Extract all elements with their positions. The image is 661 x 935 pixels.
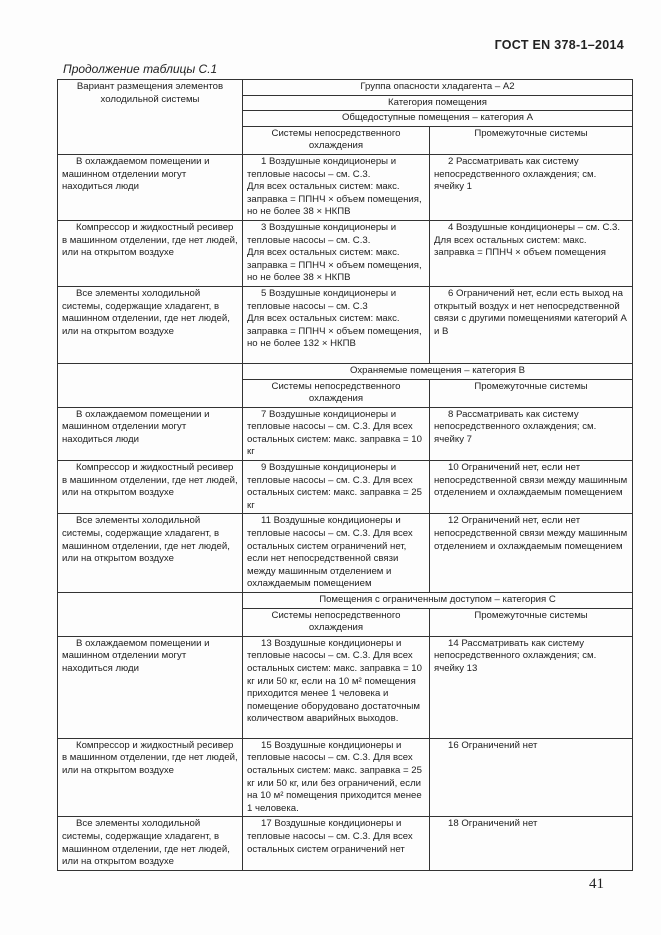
variant-cell: В охлаждаемом помещении и машинном отделении могут находиться люди — [62, 155, 210, 193]
variant-cell: Все элементы холодильной системы, содержащие хладагент, в машинном отделении, где нет людей, или на открытом воздухе — [62, 515, 230, 565]
refrigerant-charge-table — [57, 79, 633, 871]
section-title: Общедоступные помещения – категория А — [243, 111, 633, 127]
variant-cell: В охлаждаемом помещении и машинном отделении могут находиться люди — [62, 637, 210, 674]
col-indirect-header: Промежуточные системы — [430, 608, 633, 636]
direct-cell: 7 Воздушные кондиционеры и тепловые насосы – см. С.3. Для всех остальных систем: макс. заправка = 10 кг — [247, 408, 422, 458]
table-row — [58, 407, 633, 460]
col-direct-header: Системы непосредственного охлаждения — [243, 379, 430, 407]
table-row — [58, 461, 633, 514]
variant-cell: Компрессор и жидкостный ресивер в машинном отделении, где нет людей, или на открытом воздухе — [62, 462, 238, 499]
indirect-cell: 10 Ограничений нет, если нет непосредственной связи между машинным отделением и охлаждаемым помещением — [434, 462, 628, 499]
indirect-cell: 2 Рассматривать как систему непосредственного охлаждения; см. ячейку 1 — [434, 155, 597, 193]
direct-cell: 17 Воздушные кондиционеры и тепловые насосы – см. С.3. Для всех остальных систем ограничений нет — [247, 818, 413, 855]
section-title: Охраняемые помещения – категория В — [243, 363, 633, 379]
indirect-cell: 6 Ограничений нет, если есть выход на открытый воздух и нет непосредственной связи с другими помещениями категорий А и В — [434, 287, 627, 337]
group-header: Группа опасности хладагента – А2 — [243, 80, 633, 96]
indirect-cell: 8 Рассматривать как систему непосредственного охлаждения; см. ячейку 7 — [434, 408, 597, 445]
empty-cell — [58, 593, 243, 637]
variant-header: Вариант размещения элементов холодильной системы — [58, 80, 243, 155]
col-indirect-header: Промежуточные системы — [430, 126, 633, 154]
standard-designation: ГОСТ EN 378-1–2014 — [494, 38, 624, 52]
indirect-cell: 16 Ограничений нет — [448, 739, 538, 751]
table-row — [58, 220, 633, 286]
variant-cell: Компрессор и жидкостный ресивер в машинном отделении, где нет людей, или на открытом воздухе — [62, 221, 238, 259]
indirect-cell: 18 Ограничений нет — [448, 818, 538, 830]
col-indirect-header: Промежуточные системы — [430, 379, 633, 407]
indirect-cell: 4 Воздушные кондиционеры – см. С.3. Для всех остальных систем: макс. заправка = ППНЧ × объем помещения — [434, 221, 621, 259]
table-row — [58, 738, 633, 817]
direct-cell: 11 Воздушные кондиционеры и тепловые насосы – см. С.3. Для всех остальных систем ограничений нет, если нет непосредственной связи между машинным отделением и охлаждаемым помещением — [247, 515, 413, 590]
variant-cell: Все элементы холодильной системы, содержащие хладагент, в машинном отделении, где нет людей, или на открытом воздухе — [62, 818, 230, 868]
col-direct-header: Системы непосредственного охлаждения — [243, 608, 430, 636]
variant-cell: В охлаждаемом помещении и машинном отделении могут находиться люди — [62, 408, 210, 445]
section-title: Помещения с ограниченным доступом – категория С — [243, 593, 633, 609]
table-row — [58, 636, 633, 738]
variant-cell: Компрессор и жидкостный ресивер в машинном отделении, где нет людей, или на открытом воздухе — [62, 739, 238, 776]
direct-cell: 3 Воздушные кондиционеры и тепловые насосы – см. С.3. Для всех остальных систем: макс. заправка = ППНЧ × объем помещения, но не более 38 × НКПВ — [247, 221, 422, 284]
indirect-cell: 14 Рассматривать как систему непосредственного охлаждения; см. ячейку 13 — [434, 637, 597, 674]
table-row — [58, 817, 633, 870]
category-header: Категория помещения — [243, 95, 633, 111]
direct-cell: 13 Воздушные кондиционеры и тепловые насосы – см. С.3. Для всех остальных систем: макс. заправка = 10 кг или 50 кг, если на 10 м² помещения приходится менее 1 человека и помещение оборудовано достаточным количеством аварийных выходов. — [247, 637, 422, 725]
page-number: 41 — [589, 876, 604, 892]
variant-cell: Все элементы холодильной системы, содержащие хладагент, в машинном отделении, где нет людей, или на открытом воздухе — [62, 287, 230, 337]
table-row — [58, 154, 633, 220]
direct-cell: 15 Воздушные кондиционеры и тепловые насосы – см. С.3. Для всех остальных систем: макс. заправка = 25 кг или 50 кг, или без ограничений, если на 10 м² помещения приходится менее 1 человека. — [247, 739, 422, 814]
direct-cell: 5 Воздушные кондиционеры и тепловые насосы – см. С.3 Для всех остальных систем: макс. заправка = ППНЧ × объем помещения, но не более 132 × НКПВ — [247, 287, 422, 350]
table-row — [58, 286, 633, 363]
table-continuation-title: Продолжение таблицы С.1 — [63, 62, 218, 76]
indirect-cell: 12 Ограничений нет, если нет непосредственной связи между машинным отделением и охлаждаемым помещением — [434, 515, 628, 552]
table-row — [58, 514, 633, 593]
empty-cell — [58, 363, 243, 407]
direct-cell: 9 Воздушные кондиционеры и тепловые насосы – см. С.3. Для всех остальных систем: макс. заправка = 25 кг — [247, 462, 422, 511]
col-direct-header: Системы непосредственного охлаждения — [243, 126, 430, 154]
direct-cell: 1 Воздушные кондиционеры и тепловые насосы – см. С.3. Для всех остальных систем: макс. заправка = ППНЧ × объем помещения, но не более 38 × НКПВ — [247, 155, 422, 218]
